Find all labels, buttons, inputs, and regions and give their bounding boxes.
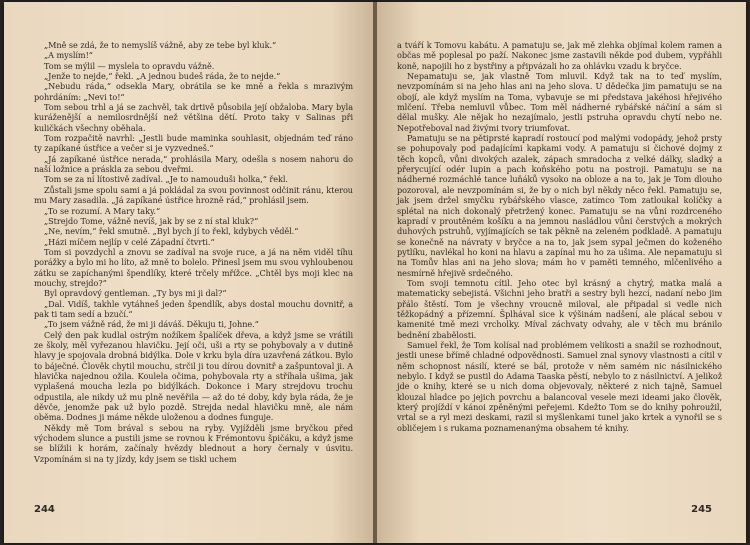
paragraph: a tváří k Tomovu kabátu. A pamatuju se, jak mě zlehka objímal kolem ramen a občas mě poplesal po paží. Nakonec jsme zastavili někde pod dubem, vypřáhli koně, napojili ho z bystřiny a připvázali ho za ohlávku vzadu k bryčce. xyxy=(397,40,722,71)
paragraph: „To jsem vážně rád, že mi ji dáváš. Děkuju ti, Johne.“ xyxy=(44,319,259,330)
paragraph: „Dal. Vidíš, takhle vytáhneš jeden špendlík, abys dostal mouchu dovnitř, a pak ti tam sedí a bzučí.“ xyxy=(34,298,353,319)
paragraph: „Já zapíkané ústřice nerada,“ prohlásila Mary, odešla s nosem nahoru do naší ložnice a práskla za sebou dveřmi. xyxy=(34,153,353,175)
paragraph: „Strejdo Tome, vážně nevíš, jak by se z ní stal kluk?“ xyxy=(44,215,259,226)
paragraph: Tom rozpačitě navrhl: „Jestli bude maminka souhlasit, objednám teď ráno ty zapíkané ústřice a večer si je vyzvedneš.“ xyxy=(34,133,353,154)
book-spread xyxy=(4,2,746,543)
right-page-text xyxy=(397,40,722,433)
left-page-text xyxy=(34,40,353,464)
left-page-number: 244 xyxy=(34,504,55,515)
paragraph: Samuel řekl, že Tom kolísal nad problémem velikosti a snažil se rozhodnout, jestli unese břímě chladné odpovědnosti. Samuel znal synovy vlastnosti a cítil v něm schopnost násilí, které se bál, protože v něm samém nic násilnického nebylo. I když se pustil do Adama Taaska pěstí, nebylo to z násilnictví. A jelikož jde o knihy, které se u nich doma objevovaly, některé z nich tajně, Samuel klouzal hladce po jejich povrchu a balancoval vesele mezi ideami jako člověk, který projíždí v kánoi zpěněnými peřejemi. Kdežto Tom se do knihy pohroužil, vrtal se a ryl mezi deskami, razil si myšlenkami tunel jako krtek a vynořil se s obličejem i s rukama poznamenanýma obsahem té knihy. xyxy=(397,339,722,433)
paragraph: „To se rozumí. A Mary taky.“ xyxy=(44,205,161,216)
paragraph: „A myslím!“ xyxy=(44,50,93,61)
right-page-number: 245 xyxy=(691,504,712,515)
paragraph: Tom svoji temnotu cítil. Jeho otec byl krásný a chytrý, matka malá a matematicky sebejistá. Všichni jeho bratři a sestry byli hezcí, nadaní nebo jim přálo štěstí. Tom je všechny vroucně miloval, ale připadal si vedle nich těžkopádný a přízemní. Šplhával sice k výšinám nadšení, ale plácal sebou v kamenité tmě mezi vrcholky. Míval záchvaty odvahy, ale v těch mu bránilo bednění zbabělosti. xyxy=(397,277,722,340)
paragraph: Tom si povzdychl a znovu se zadíval na svoje ruce, a já na něm viděl tíhu porážky a bylo mi ho líto, až mně to bolelo. Přinesl jsem mu svou vyhloubenou zátku se zapíchanými špendlíky, které trčely mřížce. „Chtěl bys moji klec na mouchy, strejdo?“ xyxy=(34,246,353,288)
paragraph: „Nebudu ráda,“ odsekla Mary, obrátila se ke mně a řekla s mrazivým pohrdáním: „Nevi to!“ xyxy=(34,81,353,102)
paragraph: Zůstali jsme spolu sami a já pokládal za svou povinnost odčinit ránu, kterou mu Mary zasadila. „Já zapíkané ústřice hrozně rád,“ prohlásil jsem. xyxy=(34,184,353,206)
paragraph: Celý den pak kudlal ostrým nožíkem špalíček dřeva, a když jsme se vrátili ze školy, měl vyřezanou hlavičku. Její oči, uši a rty se pohybovaly a v dutině hlavy je spojovala drobná bidýlka. Dole v krku byla díra uzavřená zátkou. Bylo to báječné. Člověk chytil mouchu, strčil ji tou dírou dovnitř a zašpuntoval ji. A hlavička najednou ožila. Koulela očima, pohybovala rty a stříhala ušima, jak vyplašená moucha lezla po bidýlkách. Dokonce i Mary strejdovu trochu odpustila, ale nikdy už mu plně nevěřila — až do té doby, kdy byla ráda, že je děvče, jenomže pak už bylo pozdě. Strejda nedal hlavičku mně, ale nám oběma. Dodnes ji máme někde uloženou a dodnes funguje. xyxy=(34,329,353,423)
paragraph: Tom se za ní lítostivě zadíval. „Je to namouduši holka,“ řekl. xyxy=(44,174,288,185)
paragraph: Někdy mě Tom brával s sebou na ryby. Vyjížděli jsme bryčkou před východem slunce a pustili jsme se rovnou k Frémontovu špičáku, a když jsme se blížili k horám, začínaly hvězdy blednout a hory černaly v úsvitu. Vzpomínám si na ty jízdy, kdy jsem se tiskl uchem xyxy=(34,422,353,464)
paragraph: Nepamatuju se, jak vlastně Tom mluvil. Když tak na to teď myslím, nevzpomínám si na jeho hlas ani na jeho slova. U dědečka jim pamatuju se na obojí, ale když myslím na Toma, vybavuje se mi představa jakéhosi hřejivého mlčení. Třeba nemluvil vůbec. Tom měl nádherné rybářské náčiní a sám si dělal mušky. Ale nějak ho nezajímalo, jestli pstruha opravdu chytí nebo ne. Nepotřeboval nad živými tvory triumfovat. xyxy=(397,71,722,133)
paragraph: Pamatuju se na pětiprsté kapradí rostoucí pod malými vodopády, jehož prsty se pohupovaly pod padajícími kapkami vody. A pamatuju si čichové dojmy z těch kopců, vůni divokých azalek, zápach smradocha z velké dálky, sladký a přerycující odér lupin a pach koňského potu na postroji. Pamatuju se na nádherné rozmáchlé tance luňáků vysoko na obloze a na to, jak je Tom dlouho pozoroval, ale nevzpomínám si, že by o nich byl někdy něco řekl. Pamatuju se, jak jsem držel smyčku rybářského vlasce, zatímco Tom zatloukal kolíčky a splétal na nich dokonalý přetržený konec. Pamatuju se na vůni rozdrceného kapradí v proutěném košíku a na jemnou nasládlou vůni čerstvých a mokrých duhových pstruhů, vyjímajících se tak pěkně na zeleném podkladě. A pamatuju se konečně na návraty v bryčce a na to, jak jsem sypal ječmen do koženého pytlíku, navlékal ho koni na hlavu a zapínal mu ho za ušima. Ale nepamatuju si na Tomův hlas ani na jeho slova; mám ho v paměti temného, mlčenlivého a nesmírně hřejivě srdečného. xyxy=(397,133,722,278)
left-page xyxy=(4,2,375,543)
paragraph: „Jenže to nejde,“ řekl. „A jednou budeš ráda, že to nejde.“ xyxy=(44,71,281,82)
right-page xyxy=(375,2,746,543)
paragraph: „Ne, nevím,“ řekl smutně. „Byl bych jí to řekl, kdybych věděl.“ xyxy=(44,226,299,237)
book-gutter xyxy=(373,2,377,543)
paragraph: Tom se mýlil — myslela to opravdu vážně. xyxy=(44,60,215,71)
paragraph: „Házi míčem nejlíp v celé Západní čtvrti.“ xyxy=(44,236,215,247)
paragraph: Tom sebou trhl a já se zachvěl, tak drtivě působila její obžaloba. Mary byla kuráženější a nemilosrdnější než většina dětí. Proto taky v Salinas při kuličkách všechny oběhala. xyxy=(34,102,353,133)
paragraph: Byl opravdový gentleman. „Ty bys mi ji dal?“ xyxy=(44,288,227,299)
paragraph: „Mně se zdá, že to nemyslíš vážně, aby ze tebe byl kluk.“ xyxy=(44,40,277,50)
